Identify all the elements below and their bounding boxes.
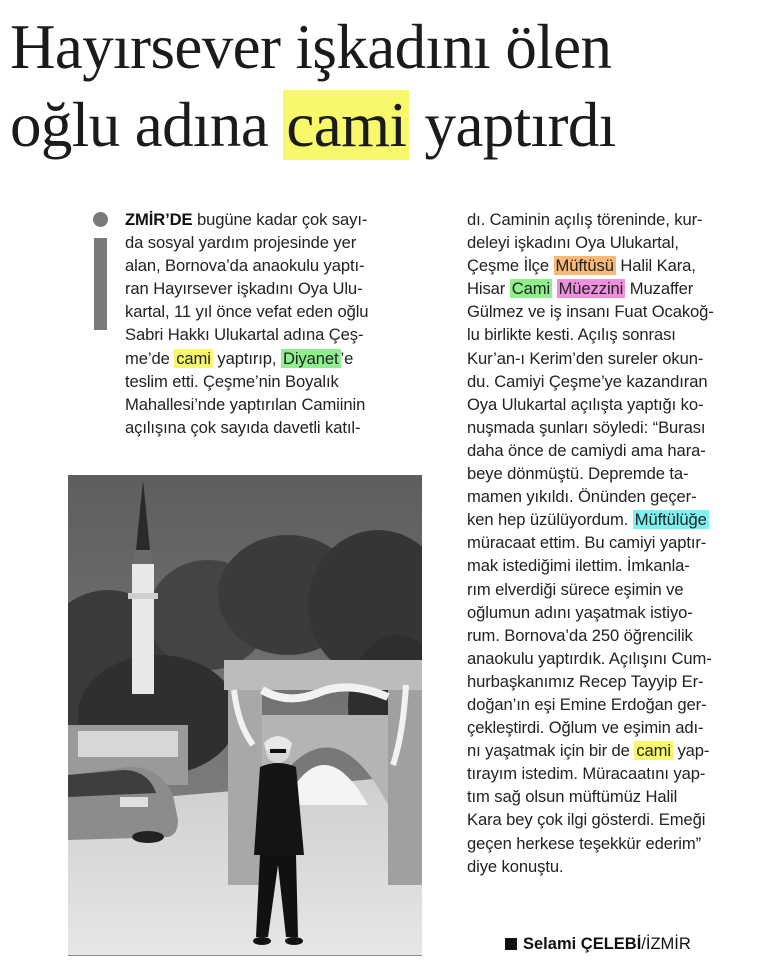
text-segment: kartal, 11 yıl önce vefat eden oğlu [125, 302, 369, 322]
text-segment: dı. Caminin açılış töreninde, kur- [467, 210, 703, 229]
text-segment: teslim etti. Çeşme’nin Boyalık [125, 371, 339, 391]
text-segment: deleyi işkadını Oya Ulukartal, [467, 233, 679, 253]
text-segment: tırayım istedim. Müracaatını yap- [467, 764, 706, 784]
text-segment: müracaat ettim. Bu camiyi yaptır- [467, 533, 707, 553]
article-photo [68, 475, 422, 956]
highlighted-keyword: cami [636, 741, 671, 761]
text-segment: alan, Bornova’da anaokulu yaptı- [125, 256, 365, 276]
article-line [467, 785, 767, 808]
article-line [467, 323, 767, 346]
article-line [467, 762, 767, 785]
text-segment: Kur’an-ı Kerim’den sureler okun- [467, 348, 704, 368]
headline-line-2 [10, 86, 780, 164]
article-line [467, 601, 767, 624]
article-line [467, 416, 767, 439]
text-segment: tım sağ olsun müftümüz Halil [467, 787, 678, 807]
byline-author: Selami ÇELEBİ [523, 935, 642, 953]
article-line [467, 855, 767, 878]
article-line [125, 208, 425, 231]
text-segment: yap- [672, 741, 710, 761]
article-line [467, 439, 767, 462]
text-segment: Halil Kara, [615, 256, 696, 276]
text-segment: Çeşme İlçe [467, 256, 554, 276]
text-segment: Sabri Hakkı Ulukartal adına Çeş- [125, 325, 364, 345]
article-line [467, 208, 767, 231]
article-line [467, 693, 767, 716]
headline-line-2-end: yaptırdı [409, 90, 616, 160]
article-line [467, 624, 767, 647]
article-line [125, 347, 425, 370]
article-line [467, 370, 767, 393]
article-line [467, 254, 767, 277]
article-line [467, 300, 767, 323]
text-segment: Gülmez ve iş insanı Fuat Ocakoğ- [467, 302, 714, 322]
text-segment: mak istediğimi ilettim. İmkanla- [467, 556, 690, 576]
byline-location: /İZMİR [641, 935, 691, 953]
article-line [125, 254, 425, 277]
article-line [467, 485, 767, 508]
text-segment: da sosyal yardım projesinde yer [125, 233, 357, 253]
article-line [467, 578, 767, 601]
byline [505, 932, 691, 956]
text-segment: rum. Bornova’da 250 öğrencilik [467, 625, 693, 645]
text-segment: hurbaşkanımız Recep Tayyip Er- [467, 671, 704, 691]
headline-line-1: Hayırsever işkadını ölen [10, 12, 612, 82]
text-segment: diye konuştu. [467, 856, 564, 876]
article-line [125, 231, 425, 254]
text-segment: geçen herkese teşekkür ederim” [467, 833, 702, 853]
text-segment: Oya Ulukartal açılışta yaptığı ko- [467, 394, 704, 414]
text-segment: Mahallesi’nde yaptırılan Camiinin [125, 394, 366, 414]
byline-square-icon [505, 938, 517, 950]
highlighted-keyword: Müezzini [558, 279, 624, 299]
article-line [125, 300, 425, 323]
article-line [467, 508, 767, 531]
article-line [467, 670, 767, 693]
text-segment: Hisar [467, 279, 510, 299]
text-segment: beye dönmüştü. Depremde ta- [467, 464, 689, 484]
article-line [125, 277, 425, 300]
text-segment [552, 279, 557, 298]
photo-illustration [68, 475, 422, 956]
highlighted-keyword: Müftülüğe [634, 510, 707, 530]
text-segment: lu birlikte kesti. Açılış sonrası [467, 325, 676, 345]
article-line [467, 739, 767, 762]
text-segment: mamen yıkıldı. Önünden geçer- [467, 487, 697, 507]
article-line [467, 808, 767, 831]
text-segment: nuşmada şunları söyledi: “Burası [467, 417, 706, 437]
dropcap-i [94, 238, 107, 330]
highlighted-keyword: cami [176, 348, 211, 368]
article-line [467, 347, 767, 370]
text-segment: daha önce de camiydi ama hara- [467, 440, 706, 460]
text-segment: ken hep üzülüyordum. [467, 510, 633, 530]
article-line [467, 531, 767, 554]
text-segment: ran Hayırsever işkadını Oya Ulu- [125, 279, 363, 299]
text-segment: anaokulu yaptırdık. Açılışını Cum- [467, 648, 712, 668]
article-line [467, 832, 767, 855]
text-segment: bugüne kadar çok sayı- [192, 210, 368, 229]
text-segment: me’de [125, 348, 175, 368]
highlighted-keyword: Diyanet [282, 348, 339, 368]
article-line [467, 554, 767, 577]
article-column-2 [467, 208, 767, 878]
article-line [467, 231, 767, 254]
headline [10, 8, 780, 164]
article-line [467, 393, 767, 416]
article-line [125, 323, 425, 346]
text-segment: du. Camiyi Çeşme’ye kazandıran [467, 371, 708, 391]
text-segment: oğlumun adını yaşatmak istiyo- [467, 602, 693, 622]
text-segment: yaptırıp, [212, 348, 281, 368]
article-line [467, 647, 767, 670]
lead-word: ZMİR’DE [125, 210, 193, 229]
article-line [125, 370, 425, 393]
highlighted-keyword: Müftüsü [555, 256, 614, 276]
article-line [467, 277, 767, 300]
text-segment: açılışına çok sayıda davetli katıl- [125, 417, 361, 437]
article-line [125, 416, 425, 439]
highlighted-keyword: Cami [511, 279, 551, 299]
text-segment: nı yaşatmak için bir de [467, 741, 635, 761]
text-segment: ’e [340, 348, 354, 368]
headline-line-2-start: oğlu adına [10, 90, 284, 160]
text-segment: doğan’ın eşi Emine Erdoğan ger- [467, 694, 707, 714]
text-segment: rım elverdiği sürece eşimin ve [467, 579, 684, 599]
text-segment: Kara bey çok ilgi gösterdi. Emeği [467, 810, 706, 830]
article-line [125, 393, 425, 416]
article-column-1 [125, 208, 425, 439]
dropcap-dot [93, 212, 108, 227]
article-line [467, 716, 767, 739]
text-segment: Muzaffer [625, 279, 694, 299]
text-segment: çekleştirdi. Oğlum ve eşimin adı- [467, 718, 704, 738]
headline-highlighted-word: cami [283, 90, 409, 160]
article-line [467, 462, 767, 485]
